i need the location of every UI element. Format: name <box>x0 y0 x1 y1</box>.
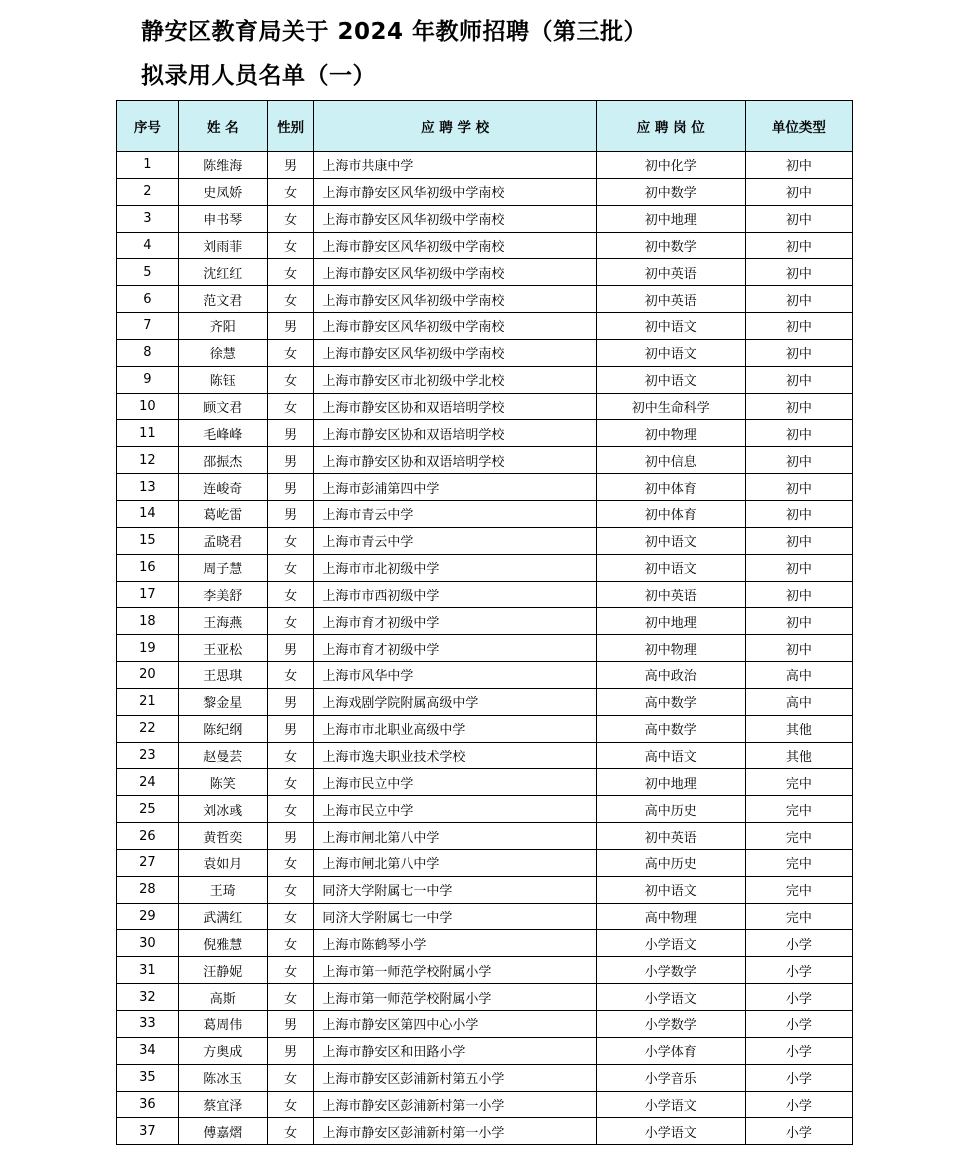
cell-name: 王琦 <box>178 876 267 903</box>
cell-index: 5 <box>117 259 179 286</box>
cell-school: 上海市共康中学 <box>314 152 596 179</box>
cell-unit-type: 完中 <box>745 769 852 796</box>
table-row <box>117 1064 853 1091</box>
cell-position: 初中英语 <box>596 581 745 608</box>
cell-unit-type: 初中 <box>745 152 852 179</box>
cell-index: 31 <box>117 957 179 984</box>
cell-index: 14 <box>117 500 179 527</box>
cell-position: 初中化学 <box>596 152 745 179</box>
cell-name: 申书琴 <box>178 205 267 232</box>
table-row <box>117 635 853 662</box>
cell-school: 上海市市北初级中学 <box>314 554 596 581</box>
cell-school: 上海市闸北第八中学 <box>314 849 596 876</box>
cell-gender: 女 <box>267 769 314 796</box>
cell-school: 上海市彭浦第四中学 <box>314 474 596 501</box>
cell-unit-type: 完中 <box>745 796 852 823</box>
cell-name: 傅嘉熠 <box>178 1118 267 1145</box>
cell-name: 方奥成 <box>178 1037 267 1064</box>
cell-gender: 女 <box>267 1118 314 1145</box>
cell-gender: 女 <box>267 259 314 286</box>
cell-name: 徐慧 <box>178 339 267 366</box>
cell-unit-type: 完中 <box>745 823 852 850</box>
table-row <box>117 1091 853 1118</box>
cell-index: 24 <box>117 769 179 796</box>
column-header-unit-type: 单位类型 <box>745 101 852 152</box>
cell-index: 17 <box>117 581 179 608</box>
cell-index: 2 <box>117 178 179 205</box>
cell-name: 袁如月 <box>178 849 267 876</box>
table-header <box>117 101 853 152</box>
column-header-school: 应 聘 学 校 <box>314 101 596 152</box>
cell-name: 黎金星 <box>178 688 267 715</box>
cell-index: 11 <box>117 420 179 447</box>
cell-position: 小学语文 <box>596 930 745 957</box>
cell-school: 上海市静安区风华初级中学南校 <box>314 205 596 232</box>
cell-gender: 女 <box>267 178 314 205</box>
table-row <box>117 769 853 796</box>
hiring-roster-table <box>116 100 853 1145</box>
cell-gender: 女 <box>267 393 314 420</box>
cell-name: 连峻奇 <box>178 474 267 501</box>
cell-school: 上海市静安区彭浦新村第五小学 <box>314 1064 596 1091</box>
cell-position: 高中语文 <box>596 742 745 769</box>
cell-gender: 女 <box>267 205 314 232</box>
cell-position: 高中数学 <box>596 715 745 742</box>
cell-index: 7 <box>117 313 179 340</box>
table-row <box>117 581 853 608</box>
cell-position: 初中生命科学 <box>596 393 745 420</box>
cell-name: 齐阳 <box>178 313 267 340</box>
cell-gender: 男 <box>267 823 314 850</box>
cell-gender: 女 <box>267 554 314 581</box>
table-row <box>117 554 853 581</box>
cell-school: 上海市陈鹤琴小学 <box>314 930 596 957</box>
cell-index: 29 <box>117 903 179 930</box>
column-header-index: 序号 <box>117 101 179 152</box>
cell-gender: 女 <box>267 849 314 876</box>
cell-name: 葛屹雷 <box>178 500 267 527</box>
cell-unit-type: 初中 <box>745 608 852 635</box>
cell-name: 刘冰彧 <box>178 796 267 823</box>
cell-position: 初中英语 <box>596 286 745 313</box>
cell-index: 10 <box>117 393 179 420</box>
cell-school: 上海市静安区风华初级中学南校 <box>314 313 596 340</box>
column-header-name: 姓 名 <box>178 101 267 152</box>
cell-name: 陈笑 <box>178 769 267 796</box>
cell-position: 初中体育 <box>596 500 745 527</box>
cell-index: 18 <box>117 608 179 635</box>
cell-gender: 女 <box>267 1064 314 1091</box>
cell-unit-type: 高中 <box>745 662 852 689</box>
table-row <box>117 903 853 930</box>
cell-name: 倪雅慧 <box>178 930 267 957</box>
cell-position: 初中语文 <box>596 554 745 581</box>
cell-position: 初中语文 <box>596 313 745 340</box>
cell-index: 19 <box>117 635 179 662</box>
cell-school: 上海市民立中学 <box>314 796 596 823</box>
cell-gender: 女 <box>267 742 314 769</box>
cell-school: 上海戏剧学院附属高级中学 <box>314 688 596 715</box>
cell-unit-type: 初中 <box>745 286 852 313</box>
cell-gender: 男 <box>267 447 314 474</box>
cell-name: 汪静妮 <box>178 957 267 984</box>
cell-index: 16 <box>117 554 179 581</box>
cell-index: 23 <box>117 742 179 769</box>
cell-gender: 女 <box>267 286 314 313</box>
cell-unit-type: 初中 <box>745 635 852 662</box>
cell-index: 37 <box>117 1118 179 1145</box>
cell-name: 顾文君 <box>178 393 267 420</box>
cell-position: 初中地理 <box>596 769 745 796</box>
cell-index: 35 <box>117 1064 179 1091</box>
table-row <box>117 339 853 366</box>
table-row <box>117 313 853 340</box>
table-row <box>117 849 853 876</box>
cell-unit-type: 初中 <box>745 232 852 259</box>
table-row <box>117 447 853 474</box>
cell-name: 陈纪纲 <box>178 715 267 742</box>
cell-index: 9 <box>117 366 179 393</box>
cell-gender: 女 <box>267 232 314 259</box>
table-row <box>117 930 853 957</box>
cell-gender: 男 <box>267 635 314 662</box>
cell-position: 初中物理 <box>596 420 745 447</box>
cell-unit-type: 小学 <box>745 930 852 957</box>
table-row <box>117 957 853 984</box>
cell-school: 上海市市西初级中学 <box>314 581 596 608</box>
cell-school: 同济大学附属七一中学 <box>314 876 596 903</box>
table-row <box>117 1037 853 1064</box>
cell-position: 小学语文 <box>596 1118 745 1145</box>
table-row <box>117 259 853 286</box>
cell-index: 28 <box>117 876 179 903</box>
cell-index: 32 <box>117 984 179 1011</box>
cell-unit-type: 小学 <box>745 984 852 1011</box>
cell-school: 上海市静安区协和双语培明学校 <box>314 420 596 447</box>
cell-index: 13 <box>117 474 179 501</box>
cell-position: 初中英语 <box>596 259 745 286</box>
table-row <box>117 608 853 635</box>
cell-school: 上海市静安区彭浦新村第一小学 <box>314 1091 596 1118</box>
cell-school: 上海市育才初级中学 <box>314 635 596 662</box>
table-row <box>117 500 853 527</box>
cell-unit-type: 初中 <box>745 393 852 420</box>
cell-unit-type: 小学 <box>745 957 852 984</box>
cell-name: 武满红 <box>178 903 267 930</box>
cell-unit-type: 初中 <box>745 581 852 608</box>
cell-unit-type: 初中 <box>745 366 852 393</box>
cell-unit-type: 初中 <box>745 259 852 286</box>
cell-name: 孟晓君 <box>178 527 267 554</box>
cell-index: 30 <box>117 930 179 957</box>
cell-school: 上海市育才初级中学 <box>314 608 596 635</box>
cell-position: 高中历史 <box>596 849 745 876</box>
cell-position: 初中语文 <box>596 339 745 366</box>
cell-index: 27 <box>117 849 179 876</box>
cell-name: 沈红红 <box>178 259 267 286</box>
cell-unit-type: 小学 <box>745 1118 852 1145</box>
table-row <box>117 662 853 689</box>
cell-name: 王亚松 <box>178 635 267 662</box>
cell-gender: 男 <box>267 688 314 715</box>
cell-school: 上海市闸北第八中学 <box>314 823 596 850</box>
cell-name: 赵曼芸 <box>178 742 267 769</box>
table-row <box>117 205 853 232</box>
cell-name: 史凤娇 <box>178 178 267 205</box>
cell-gender: 女 <box>267 796 314 823</box>
cell-index: 34 <box>117 1037 179 1064</box>
cell-gender: 男 <box>267 715 314 742</box>
cell-unit-type: 初中 <box>745 420 852 447</box>
table-row <box>117 876 853 903</box>
cell-gender: 男 <box>267 1011 314 1038</box>
cell-position: 初中英语 <box>596 823 745 850</box>
cell-unit-type: 完中 <box>745 903 852 930</box>
cell-school: 上海市第一师范学校附属小学 <box>314 957 596 984</box>
cell-school: 上海市风华中学 <box>314 662 596 689</box>
document-title-line-1: 静安区教育局关于 2024 年教师招聘（第三批） <box>141 19 648 45</box>
cell-gender: 男 <box>267 1037 314 1064</box>
cell-position: 初中体育 <box>596 474 745 501</box>
cell-school: 同济大学附属七一中学 <box>314 903 596 930</box>
table-row <box>117 393 853 420</box>
cell-gender: 男 <box>267 152 314 179</box>
cell-name: 周子慧 <box>178 554 267 581</box>
table-row <box>117 796 853 823</box>
table-header-row <box>117 101 853 152</box>
cell-name: 陈冰玉 <box>178 1064 267 1091</box>
table-row <box>117 1011 853 1038</box>
cell-position: 初中语文 <box>596 876 745 903</box>
cell-position: 小学语文 <box>596 984 745 1011</box>
cell-gender: 女 <box>267 1091 314 1118</box>
cell-gender: 女 <box>267 662 314 689</box>
table-row <box>117 715 853 742</box>
cell-position: 小学语文 <box>596 1091 745 1118</box>
cell-unit-type: 小学 <box>745 1064 852 1091</box>
table-row <box>117 232 853 259</box>
cell-position: 小学音乐 <box>596 1064 745 1091</box>
cell-position: 初中语文 <box>596 366 745 393</box>
cell-position: 初中信息 <box>596 447 745 474</box>
cell-position: 初中数学 <box>596 178 745 205</box>
cell-school: 上海市逸夫职业技术学校 <box>314 742 596 769</box>
cell-index: 20 <box>117 662 179 689</box>
cell-position: 小学数学 <box>596 1011 745 1038</box>
table-row <box>117 286 853 313</box>
cell-name: 蔡宜泽 <box>178 1091 267 1118</box>
cell-school: 上海市民立中学 <box>314 769 596 796</box>
cell-unit-type: 初中 <box>745 500 852 527</box>
cell-position: 初中语文 <box>596 527 745 554</box>
table-row <box>117 742 853 769</box>
cell-gender: 女 <box>267 984 314 1011</box>
cell-school: 上海市青云中学 <box>314 500 596 527</box>
cell-school: 上海市静安区和田路小学 <box>314 1037 596 1064</box>
cell-school: 上海市静安区风华初级中学南校 <box>314 232 596 259</box>
cell-index: 36 <box>117 1091 179 1118</box>
cell-name: 李美舒 <box>178 581 267 608</box>
cell-position: 高中物理 <box>596 903 745 930</box>
cell-index: 1 <box>117 152 179 179</box>
table-body <box>117 152 853 1145</box>
cell-school: 上海市第一师范学校附属小学 <box>314 984 596 1011</box>
cell-name: 刘雨菲 <box>178 232 267 259</box>
cell-name: 王思琪 <box>178 662 267 689</box>
table-row <box>117 688 853 715</box>
cell-name: 毛峰峰 <box>178 420 267 447</box>
cell-gender: 女 <box>267 366 314 393</box>
cell-position: 初中物理 <box>596 635 745 662</box>
cell-index: 3 <box>117 205 179 232</box>
cell-name: 王海燕 <box>178 608 267 635</box>
cell-index: 15 <box>117 527 179 554</box>
cell-position: 初中地理 <box>596 608 745 635</box>
cell-position: 高中历史 <box>596 796 745 823</box>
cell-gender: 女 <box>267 339 314 366</box>
cell-gender: 男 <box>267 420 314 447</box>
document-title-line-2: 拟录用人员名单（一） <box>141 63 376 89</box>
cell-gender: 男 <box>267 474 314 501</box>
table-row <box>117 178 853 205</box>
cell-index: 25 <box>117 796 179 823</box>
cell-gender: 女 <box>267 957 314 984</box>
cell-school: 上海市市北职业高级中学 <box>314 715 596 742</box>
cell-gender: 女 <box>267 903 314 930</box>
cell-name: 邵振杰 <box>178 447 267 474</box>
table-row <box>117 420 853 447</box>
cell-unit-type: 完中 <box>745 849 852 876</box>
cell-position: 高中政治 <box>596 662 745 689</box>
cell-school: 上海市静安区风华初级中学南校 <box>314 259 596 286</box>
cell-unit-type: 其他 <box>745 742 852 769</box>
cell-unit-type: 初中 <box>745 339 852 366</box>
table-row <box>117 527 853 554</box>
cell-index: 26 <box>117 823 179 850</box>
cell-index: 4 <box>117 232 179 259</box>
column-header-position: 应 聘 岗 位 <box>596 101 745 152</box>
table-row <box>117 474 853 501</box>
cell-school: 上海市静安区协和双语培明学校 <box>314 393 596 420</box>
cell-gender: 女 <box>267 930 314 957</box>
cell-index: 6 <box>117 286 179 313</box>
cell-school: 上海市静安区第四中心小学 <box>314 1011 596 1038</box>
cell-unit-type: 初中 <box>745 474 852 501</box>
cell-name: 黄哲奕 <box>178 823 267 850</box>
cell-unit-type: 高中 <box>745 688 852 715</box>
cell-school: 上海市静安区协和双语培明学校 <box>314 447 596 474</box>
cell-index: 21 <box>117 688 179 715</box>
cell-index: 8 <box>117 339 179 366</box>
cell-school: 上海市青云中学 <box>314 527 596 554</box>
cell-unit-type: 其他 <box>745 715 852 742</box>
cell-school: 上海市静安区风华初级中学南校 <box>314 178 596 205</box>
cell-index: 22 <box>117 715 179 742</box>
cell-index: 12 <box>117 447 179 474</box>
cell-unit-type: 小学 <box>745 1091 852 1118</box>
cell-position: 高中数学 <box>596 688 745 715</box>
cell-school: 上海市静安区市北初级中学北校 <box>314 366 596 393</box>
cell-name: 葛周伟 <box>178 1011 267 1038</box>
cell-name: 范文君 <box>178 286 267 313</box>
cell-gender: 女 <box>267 876 314 903</box>
cell-gender: 女 <box>267 527 314 554</box>
cell-unit-type: 小学 <box>745 1011 852 1038</box>
cell-name: 陈钰 <box>178 366 267 393</box>
cell-gender: 男 <box>267 313 314 340</box>
cell-position: 小学数学 <box>596 957 745 984</box>
cell-name: 陈维海 <box>178 152 267 179</box>
cell-gender: 男 <box>267 500 314 527</box>
cell-unit-type: 初中 <box>745 554 852 581</box>
cell-unit-type: 初中 <box>745 447 852 474</box>
cell-unit-type: 初中 <box>745 313 852 340</box>
cell-unit-type: 初中 <box>745 527 852 554</box>
cell-school: 上海市静安区风华初级中学南校 <box>314 339 596 366</box>
cell-unit-type: 初中 <box>745 178 852 205</box>
cell-unit-type: 初中 <box>745 205 852 232</box>
cell-name: 高斯 <box>178 984 267 1011</box>
table-row <box>117 823 853 850</box>
cell-school: 上海市静安区风华初级中学南校 <box>314 286 596 313</box>
table-row <box>117 366 853 393</box>
table-row <box>117 984 853 1011</box>
cell-position: 初中地理 <box>596 205 745 232</box>
cell-gender: 女 <box>267 581 314 608</box>
column-header-gender: 性别 <box>267 101 314 152</box>
cell-position: 初中数学 <box>596 232 745 259</box>
cell-unit-type: 小学 <box>745 1037 852 1064</box>
table-row <box>117 1118 853 1145</box>
cell-position: 小学体育 <box>596 1037 745 1064</box>
cell-unit-type: 完中 <box>745 876 852 903</box>
cell-index: 33 <box>117 1011 179 1038</box>
table-row <box>117 152 853 179</box>
cell-gender: 女 <box>267 608 314 635</box>
cell-school: 上海市静安区彭浦新村第一小学 <box>314 1118 596 1145</box>
